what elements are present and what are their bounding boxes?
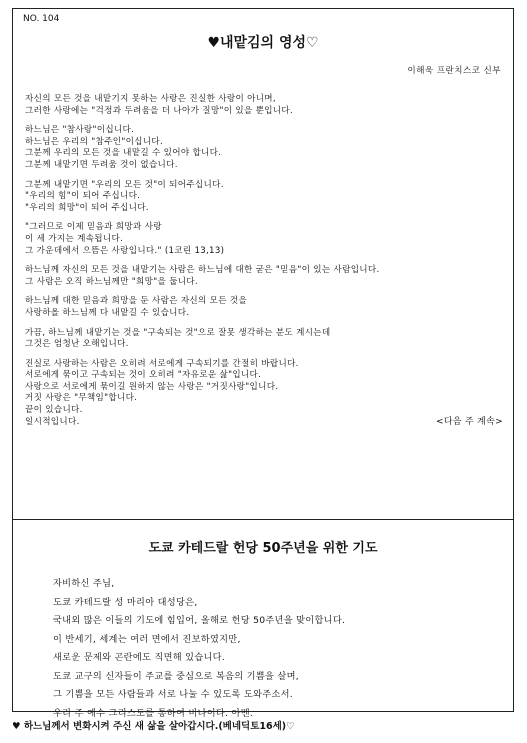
text-line: 하느님은 우리의 "참주인"이십니다. <box>25 136 164 147</box>
text-line: 사랑으로 서로에게 묶이길 원하지 않는 사랑은 "거짓사랑"입니다. <box>25 381 279 392</box>
prayer-title: 도쿄 카테드랄 헌당 50주년을 위한 기도 <box>148 541 378 556</box>
paragraph <box>25 296 503 319</box>
meditation-body <box>25 94 503 436</box>
continued-label: <다음 주 계속> <box>436 416 503 427</box>
text-line: 가끔, 하느님께 내맡기는 것을 "구속되는 것"으로 잘못 생각하는 분도 계시는데 <box>25 327 331 338</box>
text-line: 진실로 사랑하는 사람은 오히려 서로에게 구속되기를 간절히 바랍니다. <box>25 358 299 369</box>
prayer-line: 우리 주 예수 그리스도를 통하여 비나이다. 아멘. <box>53 707 254 719</box>
prayer-line: 국내외 많은 이들의 기도에 힘입어, 올해로 헌당 50주년을 맞이합니다. <box>53 615 346 626</box>
text-line: 그 사람은 오직 하느님께만 "희망"을 둡니다. <box>25 276 198 287</box>
text-line: 그분께 내맡기면 두려움 것이 없습니다. <box>25 159 178 170</box>
text-line: 서로에게 묶이고 구속되는 것이 오히려 "자유로운 삶"입니다. <box>25 370 262 381</box>
text-line: 사랑하올 하느님께 다 내맡길 수 있습니다. <box>25 307 190 318</box>
meditation-section <box>13 9 513 520</box>
text-line: "우리의 희망"이 되어 주십니다. <box>25 202 149 213</box>
paragraph <box>25 180 503 215</box>
text-line: 하느님은 "참사랑"이십니다. <box>25 125 135 136</box>
text-line: "그러므로 이제 믿음과 희망과 사랑 <box>25 222 162 233</box>
text-line: "우리의 힘"이 되어 주십니다. <box>25 191 141 202</box>
text-line: 이 세 가지는 계속됩니다. <box>25 233 124 244</box>
prayer-line: 그 기쁨을 모든 사람들과 서로 나눌 수 있도록 도와주소서. <box>53 689 294 700</box>
paragraph <box>25 222 503 257</box>
text-line: 그 가운데에서 으뜸은 사랑입니다." (1코린 13,13) <box>25 245 225 256</box>
text-line: 하느님께 대한 믿음과 희망을 둔 사람은 자신의 모든 것을 <box>25 296 248 307</box>
bulletin-frame <box>12 8 514 719</box>
prayer-line: 자비하신 주님, <box>53 578 115 589</box>
text-line: 그러한 사랑에는 "걱정과 두려움을 더 나아가 질망"이 있을 뿐입니다. <box>25 105 294 116</box>
prayer-line: 새로운 문제와 곤란에도 직면해 있습니다. <box>53 652 226 663</box>
footer-quote: ♥ 하느님께서 변화시켜 주신 새 삶을 살아갑시다.(베네딕토16세)♡ <box>12 721 295 732</box>
text-line: 자신의 모든 것을 내맡기지 못하는 사랑은 진실한 사랑이 아니며, <box>25 94 276 104</box>
prayer-body <box>53 575 503 723</box>
prayer-line: 이 반세기, 세계는 여러 면에서 진보하였지만, <box>53 633 241 645</box>
text-line: 거짓 사랑은 "무책임"합니다. <box>25 393 138 404</box>
paragraph <box>25 328 503 351</box>
paragraph <box>25 359 503 429</box>
text-line: 하느님께 자신의 모든 것을 내맡기는 사람은 하느님에 대한 굳은 "믿음"이 있는 사람입니다. <box>25 265 380 276</box>
paragraph <box>25 94 503 117</box>
text-line: 일시적입니다. <box>25 416 80 427</box>
issue-number: NO. 104 <box>23 14 60 24</box>
paragraph <box>25 125 503 171</box>
paragraph <box>25 265 503 288</box>
text-line: 그것은 엄청난 오해입니다. <box>25 339 129 350</box>
text-line: 그분께 우리의 모든 것을 내맡길 수 있어야 합니다. <box>25 148 222 159</box>
page-title: ♥내맡김의 영성♡ <box>207 35 319 51</box>
text-line: 끝이 있습니다. <box>25 405 83 416</box>
prayer-line: 도쿄 카테드랄 성 마리아 대성당은, <box>53 596 198 608</box>
author-name: 이해욱 프란치스코 신부 <box>407 66 501 76</box>
text-line: 그분께 내맡기면 "우리의 모든 것"이 되어주십니다. <box>25 179 224 190</box>
prayer-line: 도쿄 교구의 신자들이 주교를 중심으로 복음의 기쁨을 살며, <box>53 670 299 682</box>
